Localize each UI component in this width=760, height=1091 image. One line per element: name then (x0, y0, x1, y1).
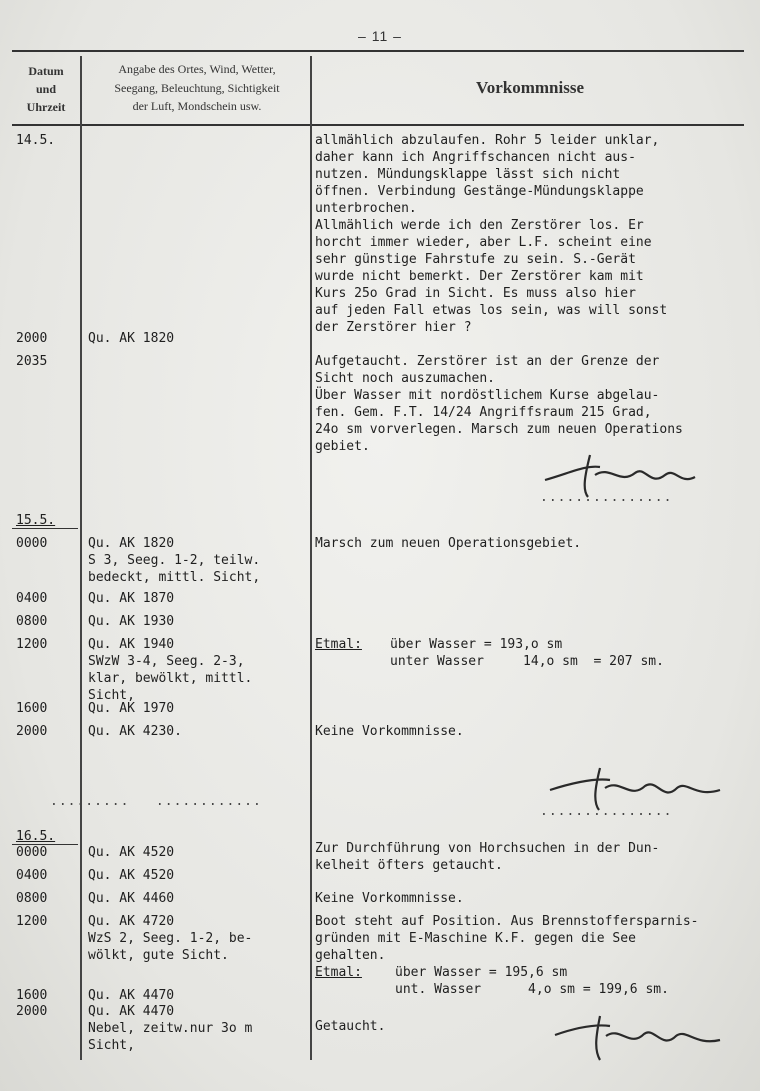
time-cell: 0400 (16, 591, 48, 606)
event-text: allmählich abzulaufen. Rohr 5 leider unklar, daher kann ich Angriffschancen nicht aus- nutzen. Mündungsklappe lässt sich nicht öffnen. Verbindung Gestänge-Mündungsklappe unterbrochen. Allmählich werde ich den Zerstörer los. Er horcht immer wieder, aber L.F. scheint eine sehr günstige Fahrstufe zu sein. S.-Gerät wurde nicht bemerkt. Der Zerstörer kam mit Kurs 25o Grad in Sicht. Es muss also hier auf jeden Fall etwas los sein, was will sonst der Zerstörer hier ? (315, 133, 668, 335)
etmal-label: Etmal: (315, 965, 362, 980)
page-number: – 11 – (358, 28, 402, 44)
event-text: Zur Durchführung von Horchsuchen in der Dun- kelheit öfters getaucht. (315, 841, 660, 873)
header-datum-line: und (35, 82, 57, 96)
etmal-values: über Wasser = 195,6 sm unt. Wasser 4,o sm = 199,6 sm. (395, 965, 669, 997)
date-cell: 14.5. (16, 133, 56, 148)
event-text: Keine Vorkommnisse. (315, 891, 464, 906)
event-text: Keine Vorkommnisse. (315, 724, 464, 739)
position-cell: Qu. AK 1970 (88, 701, 175, 716)
position-cell: Qu. AK 1870 (88, 591, 175, 606)
time-cell: 0000 (16, 536, 48, 551)
header-ort-line: Angabe des Ortes, Wind, Wetter, (118, 62, 276, 76)
etmal-values: über Wasser = 193,o sm unter Wasser 14,o sm = 207 sm. (390, 637, 664, 669)
column-divider-1 (80, 56, 82, 1060)
position-cell: Qu. AK 4470 Nebel, zeitw.nur 3o m Sicht, (88, 1004, 253, 1053)
event-text: Getaucht. (315, 1019, 386, 1034)
position-cell: Qu. AK 1940 SWzW 3-4, Seeg. 2-3, klar, bewölkt, mittl. Sicht, (88, 637, 253, 703)
time-cell: 0800 (16, 891, 48, 906)
time-cell: 0800 (16, 614, 48, 629)
position-cell: Qu. AK 4720 WzS 2, Seeg. 1-2, be- wölkt, gute Sicht. (88, 914, 253, 963)
header-datum-line: Datum (28, 64, 64, 78)
position-cell: Qu. AK 4520 (88, 868, 175, 883)
time-cell: 1600 (16, 701, 48, 716)
header-ort-line: der Luft, Mondschein usw. (132, 99, 262, 113)
time-cell: 0400 (16, 868, 48, 883)
header-ort (86, 60, 308, 116)
position-cell: Qu. AK 4230. (88, 724, 182, 739)
position-cell: Qu. AK 4520 (88, 845, 175, 860)
header-datum (14, 62, 78, 116)
time-cell: 0000 (16, 845, 48, 860)
signature-dots: ............... (540, 490, 673, 505)
time-cell: 2000 (16, 331, 48, 346)
event-text: Aufgetaucht. Zerstörer ist an der Grenze der Sicht noch auszumachen. Über Wasser mit nordöstlichem Kurse abgelau- fen. Gem. F.T. 14/24 Angriffsraum 215 Grad, 24o sm vorverlegen. Marsch zum neuen Operations gebiet. (315, 354, 683, 454)
position-cell: Qu. AK 1820 (88, 331, 175, 346)
position-cell: Qu. AK 4470 (88, 988, 175, 1003)
position-cell: Qu. AK 1820 S 3, Seeg. 1-2, teilw. bedeckt, mittl. Sicht, (88, 536, 261, 585)
time-cell: 1200 (16, 914, 48, 929)
date-cell: 16.5. (16, 829, 56, 844)
header-vorkommnisse: Vorkommnisse (476, 78, 584, 97)
time-cell: 1600 (16, 988, 48, 1003)
header-rule (12, 124, 744, 126)
time-cell: 2000 (16, 1004, 48, 1019)
position-cell: Qu. AK 1930 (88, 614, 175, 629)
row-dots: ......... ............ (50, 794, 262, 809)
event-text: Boot steht auf Position. Aus Brennstoffersparnis- gründen mit E-Maschine K.F. gegen die See gehalten. (315, 914, 699, 963)
header-datum-line: Uhrzeit (26, 100, 66, 114)
time-cell: 2000 (16, 724, 48, 739)
signature-dots: ............... (540, 804, 673, 819)
position-cell: Qu. AK 4460 (88, 891, 175, 906)
commander-signature (550, 1010, 730, 1070)
column-divider-2 (310, 56, 312, 1060)
event-text: Marsch zum neuen Operationsgebiet. (315, 536, 582, 551)
time-cell: 1200 (16, 637, 48, 652)
top-rule (12, 50, 744, 52)
time-cell: 2035 (16, 354, 48, 369)
date-cell: 15.5. (16, 513, 56, 528)
header-ort-line: Seegang, Beleuchtung, Sichtigkeit (114, 80, 280, 95)
date-rule (12, 528, 78, 529)
etmal-label: Etmal: (315, 637, 362, 652)
